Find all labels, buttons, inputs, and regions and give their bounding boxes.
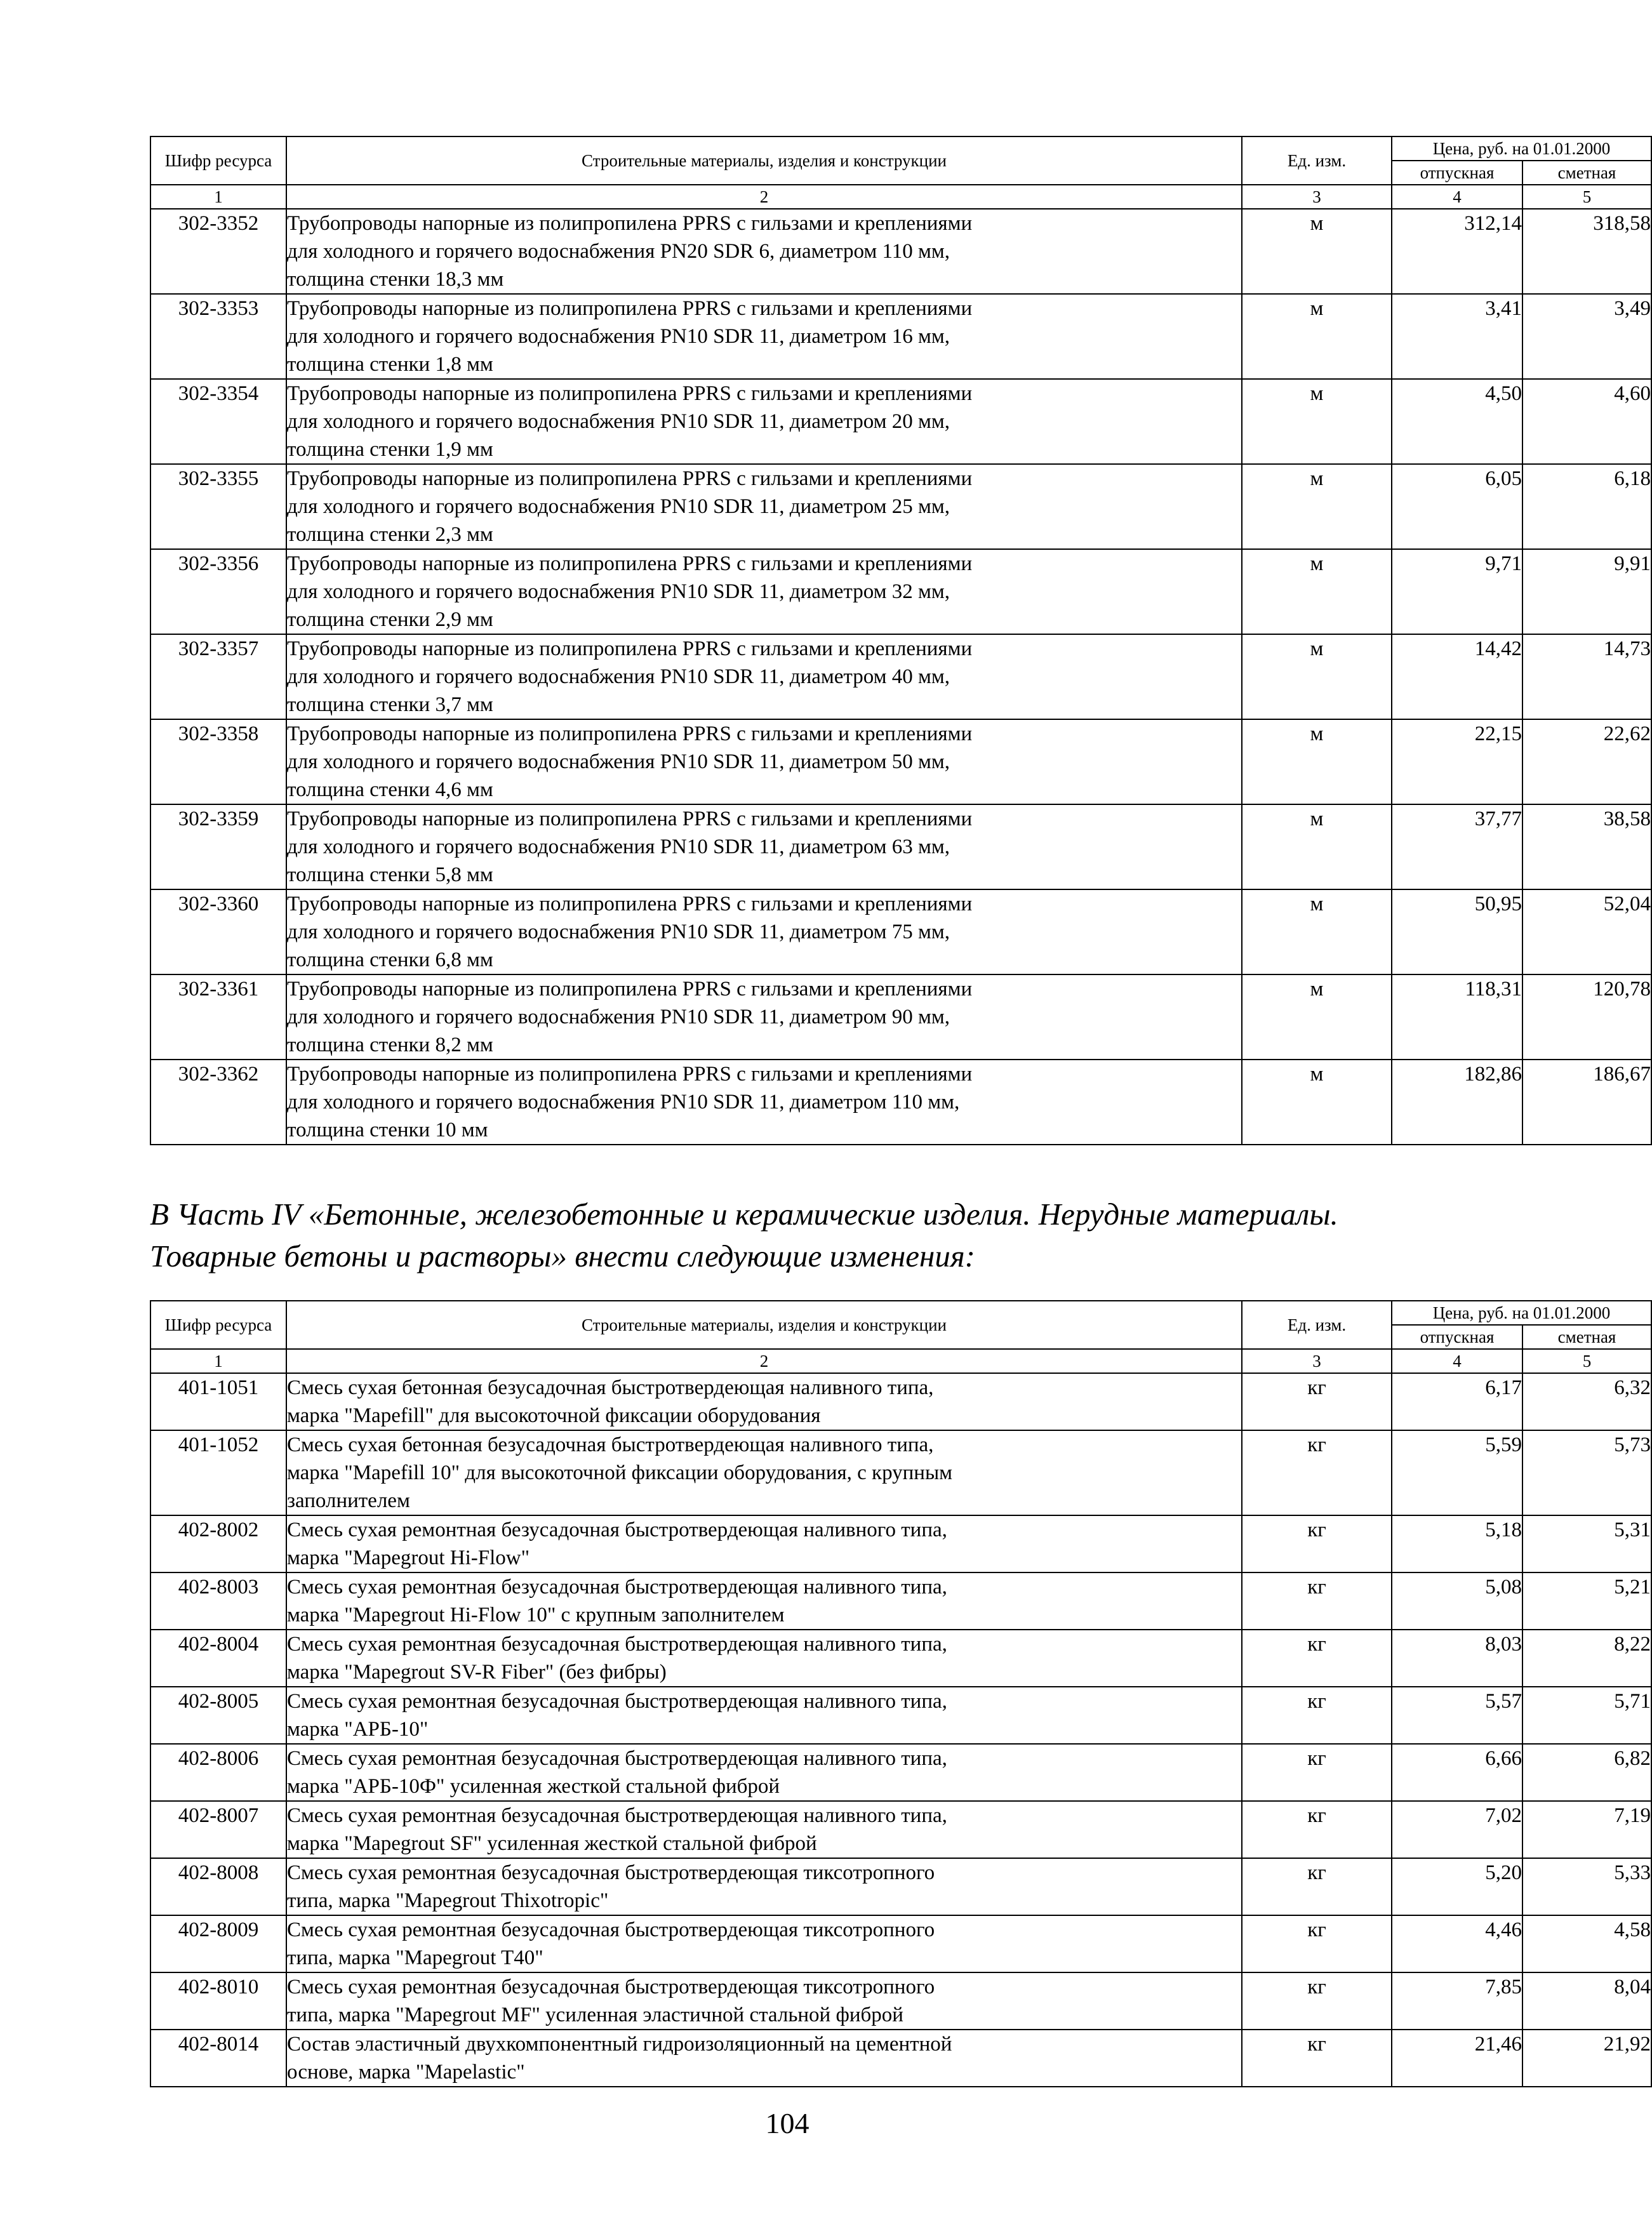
material-name [286, 634, 1242, 719]
material-name-line: толщина стенки 6,8 мм [287, 948, 493, 971]
wholesale-price: 5,59 [1392, 1430, 1522, 1515]
table-row [150, 634, 1651, 719]
column-number: 2 [286, 1349, 1242, 1373]
unit-of-measure: м [1242, 294, 1392, 379]
header-wholesale: отпускная [1392, 1325, 1522, 1349]
table-row [150, 1060, 1651, 1145]
material-name-line: Трубопроводы напорные из полипропилена PPRS с гильзами и креплениями [287, 808, 973, 830]
column-number: 5 [1522, 1349, 1651, 1373]
wholesale-price: 37,77 [1392, 804, 1522, 889]
table-row [150, 889, 1651, 974]
unit-of-measure: м [1242, 549, 1392, 634]
wholesale-price: 6,05 [1392, 464, 1522, 549]
material-name-line: для холодного и горячего водоснабжения PN10 SDR 11, диаметром 50 мм, [287, 750, 950, 773]
header-unit: Ед. изм. [1242, 136, 1392, 185]
price-table-part-4 [150, 1300, 1652, 2087]
material-name-line: Смесь сухая бетонная безусадочная быстротвердеющая наливного типа, [287, 1376, 934, 1399]
material-name-line: Трубопроводы напорные из полипропилена PPRS с гильзами и креплениями [287, 467, 973, 490]
table-row [150, 1687, 1651, 1744]
material-name-line: для холодного и горячего водоснабжения PN10 SDR 11, диаметром 63 мм, [287, 835, 950, 858]
table-row [150, 379, 1651, 464]
material-name-line: для холодного и горячего водоснабжения PN10 SDR 11, диаметром 25 мм, [287, 495, 950, 518]
material-name-line: толщина стенки 10 мм [287, 1119, 488, 1141]
material-name-line: Трубопроводы напорные из полипропилена PPRS с гильзами и креплениями [287, 978, 973, 1000]
resource-code: 302-3355 [150, 464, 286, 549]
wholesale-price: 3,41 [1392, 294, 1522, 379]
resource-code: 402-8007 [150, 1801, 286, 1858]
material-name [286, 379, 1242, 464]
material-name-line: марка "АРБ-10Ф" усиленная жесткой стальной фиброй [287, 1775, 780, 1798]
table-row [150, 2030, 1651, 2087]
material-name-line: для холодного и горячего водоснабжения PN10 SDR 11, диаметром 90 мм, [287, 1006, 950, 1028]
material-name-line: Смесь сухая ремонтная безусадочная быстротвердеющая наливного типа, [287, 1804, 947, 1827]
header-unit: Ед. изм. [1242, 1301, 1392, 1349]
header-estimate: сметная [1522, 161, 1651, 185]
material-name-line: типа, марка "Mapegrout Thixotropic" [287, 1889, 609, 1912]
material-name [286, 1430, 1242, 1515]
unit-of-measure: кг [1242, 1858, 1392, 1915]
estimate-price: 5,31 [1522, 1515, 1651, 1572]
table-row [150, 294, 1651, 379]
estimate-price: 5,33 [1522, 1858, 1651, 1915]
material-name-line: толщина стенки 8,2 мм [287, 1034, 493, 1056]
column-number: 1 [150, 185, 286, 209]
estimate-price: 4,58 [1522, 1915, 1651, 1972]
table-row [150, 549, 1651, 634]
material-name-line: Трубопроводы напорные из полипропилена PPRS с гильзами и креплениями [287, 1063, 973, 1086]
table-row [150, 464, 1651, 549]
material-name [286, 1801, 1242, 1858]
wholesale-price: 22,15 [1392, 719, 1522, 804]
unit-of-measure: м [1242, 804, 1392, 889]
material-name-line: толщина стенки 1,8 мм [287, 353, 493, 376]
column-number: 3 [1242, 185, 1392, 209]
unit-of-measure: кг [1242, 1744, 1392, 1801]
table-row [150, 1858, 1651, 1915]
table-row [150, 1373, 1651, 1430]
material-name-line: основе, марка "Mapelastic" [287, 2061, 525, 2084]
material-name-line: Смесь сухая ремонтная безусадочная быстротвердеющая наливного типа, [287, 1576, 947, 1599]
wholesale-price: 5,08 [1392, 1572, 1522, 1630]
table-header [150, 136, 1651, 209]
material-name [286, 889, 1242, 974]
material-name-line: Трубопроводы напорные из полипропилена PPRS с гильзами и креплениями [287, 893, 973, 915]
resource-code: 402-8005 [150, 1687, 286, 1744]
table-row [150, 209, 1651, 294]
estimate-price: 52,04 [1522, 889, 1651, 974]
material-name [286, 209, 1242, 294]
estimate-price: 4,60 [1522, 379, 1651, 464]
header-price: Цена, руб. на 01.01.2000 [1392, 1301, 1651, 1325]
table-row [150, 1972, 1651, 2030]
material-name [286, 1972, 1242, 2030]
material-name-line: толщина стенки 3,7 мм [287, 693, 493, 716]
material-name-line: марка "Mapegrout SF" усиленная жесткой стальной фиброй [287, 1832, 817, 1855]
wholesale-price: 118,31 [1392, 974, 1522, 1060]
unit-of-measure: кг [1242, 1687, 1392, 1744]
estimate-price: 14,73 [1522, 634, 1651, 719]
estimate-price: 38,58 [1522, 804, 1651, 889]
material-name-line: Смесь сухая ремонтная безусадочная быстротвердеющая наливного типа, [287, 1519, 947, 1541]
material-name [286, 464, 1242, 549]
wholesale-price: 7,85 [1392, 1972, 1522, 2030]
resource-code: 302-3360 [150, 889, 286, 974]
material-name-line: Смесь сухая ремонтная безусадочная быстротвердеющая тиксотропного [287, 1976, 935, 1998]
estimate-price: 21,92 [1522, 2030, 1651, 2087]
wholesale-price: 4,46 [1392, 1915, 1522, 1972]
column-number: 1 [150, 1349, 286, 1373]
wholesale-price: 9,71 [1392, 549, 1522, 634]
estimate-price: 8,22 [1522, 1630, 1651, 1687]
resource-code: 302-3359 [150, 804, 286, 889]
column-number: 3 [1242, 1349, 1392, 1373]
material-name [286, 1687, 1242, 1744]
section-heading-line: Товарные бетоны и растворы» внести следующие изменения: [150, 1239, 975, 1273]
unit-of-measure: кг [1242, 1515, 1392, 1572]
table-row [150, 1430, 1651, 1515]
material-name-line: для холодного и горячего водоснабжения PN10 SDR 11, диаметром 16 мм, [287, 325, 950, 348]
material-name-line: Трубопроводы напорные из полипропилена PPRS с гильзами и креплениями [287, 382, 973, 405]
unit-of-measure: м [1242, 719, 1392, 804]
table-row [150, 804, 1651, 889]
unit-of-measure: кг [1242, 1373, 1392, 1430]
resource-code: 302-3362 [150, 1060, 286, 1145]
material-name-line: для холодного и горячего водоснабжения PN10 SDR 11, диаметром 75 мм, [287, 921, 950, 943]
material-name [286, 1060, 1242, 1145]
material-name-line: марка "Mapegrout Hi-Flow 10" с крупным заполнителем [287, 1604, 785, 1626]
material-name-line: Смесь сухая ремонтная безусадочная быстротвердеющая наливного типа, [287, 1633, 947, 1656]
unit-of-measure: м [1242, 1060, 1392, 1145]
material-name-line: Трубопроводы напорные из полипропилена PPRS с гильзами и креплениями [287, 637, 973, 660]
table-row [150, 1630, 1651, 1687]
wholesale-price: 50,95 [1392, 889, 1522, 974]
wholesale-price: 6,17 [1392, 1373, 1522, 1430]
estimate-price: 22,62 [1522, 719, 1651, 804]
column-number: 2 [286, 185, 1242, 209]
unit-of-measure: кг [1242, 2030, 1392, 2087]
header-wholesale: отпускная [1392, 161, 1522, 185]
unit-of-measure: кг [1242, 1630, 1392, 1687]
section-heading [150, 1193, 1498, 1277]
resource-code: 302-3356 [150, 549, 286, 634]
material-name-line: для холодного и горячего водоснабжения PN10 SDR 11, диаметром 32 мм, [287, 580, 950, 603]
material-name-line: для холодного и горячего водоснабжения PN10 SDR 11, диаметром 20 мм, [287, 410, 950, 433]
material-name [286, 719, 1242, 804]
material-name-line: для холодного и горячего водоснабжения PN20 SDR 6, диаметром 110 мм, [287, 240, 950, 263]
estimate-price: 8,04 [1522, 1972, 1651, 2030]
resource-code: 402-8004 [150, 1630, 286, 1687]
table-row [150, 1572, 1651, 1630]
wholesale-price: 312,14 [1392, 209, 1522, 294]
resource-code: 401-1051 [150, 1373, 286, 1430]
material-name [286, 1915, 1242, 1972]
material-name-line: Смесь сухая бетонная безусадочная быстротвердеющая наливного типа, [287, 1433, 934, 1456]
material-name-line: марка "Mapefill 10" для высокоточной фиксации оборудования, с крупным [287, 1461, 953, 1484]
resource-code: 302-3354 [150, 379, 286, 464]
unit-of-measure: кг [1242, 1915, 1392, 1972]
table-row [150, 719, 1651, 804]
header-estimate: сметная [1522, 1325, 1651, 1349]
resource-code: 402-8003 [150, 1572, 286, 1630]
wholesale-price: 14,42 [1392, 634, 1522, 719]
material-name-line: Трубопроводы напорные из полипропилена PPRS с гильзами и креплениями [287, 552, 973, 575]
unit-of-measure: м [1242, 889, 1392, 974]
material-name [286, 974, 1242, 1060]
material-name-line: толщина стенки 5,8 мм [287, 863, 493, 886]
material-name [286, 1572, 1242, 1630]
material-name-line: типа, марка "Mapegrout T40" [287, 1946, 543, 1969]
material-name [286, 294, 1242, 379]
resource-code: 302-3353 [150, 294, 286, 379]
material-name-line: Трубопроводы напорные из полипропилена PPRS с гильзами и креплениями [287, 722, 973, 745]
material-name-line: Смесь сухая ремонтная безусадочная быстротвердеющая наливного типа, [287, 1747, 947, 1770]
estimate-price: 186,67 [1522, 1060, 1651, 1145]
header-code: Шифр ресурса [150, 136, 286, 185]
estimate-price: 6,18 [1522, 464, 1651, 549]
estimate-price: 3,49 [1522, 294, 1651, 379]
table-header [150, 1301, 1651, 1373]
header-code: Шифр ресурса [150, 1301, 286, 1349]
material-name-line: марка "Mapegrout Hi-Flow" [287, 1546, 530, 1569]
unit-of-measure: кг [1242, 1801, 1392, 1858]
table-body [150, 209, 1651, 1145]
unit-of-measure: м [1242, 974, 1392, 1060]
estimate-price: 5,73 [1522, 1430, 1651, 1515]
estimate-price: 7,19 [1522, 1801, 1651, 1858]
wholesale-price: 5,20 [1392, 1858, 1522, 1915]
unit-of-measure: м [1242, 464, 1392, 549]
estimate-price: 9,91 [1522, 549, 1651, 634]
material-name-line: марка "Mapegrout SV-R Fiber" (без фибры) [287, 1661, 667, 1684]
material-name-line: марка "АРБ-10" [287, 1718, 429, 1741]
table-row [150, 974, 1651, 1060]
material-name-line: Трубопроводы напорные из полипропилена PPRS с гильзами и креплениями [287, 212, 973, 235]
resource-code: 402-8008 [150, 1858, 286, 1915]
resource-code: 402-8006 [150, 1744, 286, 1801]
unit-of-measure: кг [1242, 1572, 1392, 1630]
material-name [286, 1858, 1242, 1915]
table-row [150, 1915, 1651, 1972]
unit-of-measure: кг [1242, 1430, 1392, 1515]
estimate-price: 6,32 [1522, 1373, 1651, 1430]
header-name: Строительные материалы, изделия и конструкции [286, 136, 1242, 185]
material-name-line: для холодного и горячего водоснабжения PN10 SDR 11, диаметром 110 мм, [287, 1091, 960, 1114]
material-name-line: для холодного и горячего водоснабжения PN10 SDR 11, диаметром 40 мм, [287, 665, 950, 688]
table-row [150, 1801, 1651, 1858]
section-heading-line: В Часть IV «Бетонные, железобетонные и керамические изделия. Нерудные материалы. [150, 1197, 1338, 1232]
resource-code: 302-3352 [150, 209, 286, 294]
material-name-line: толщина стенки 1,9 мм [287, 438, 493, 461]
table-body [150, 1373, 1651, 2087]
material-name-line: Смесь сухая ремонтная безусадочная быстротвердеющая тиксотропного [287, 1918, 935, 1941]
wholesale-price: 182,86 [1392, 1060, 1522, 1145]
material-name-line: Смесь сухая ремонтная безусадочная быстротвердеющая тиксотропного [287, 1861, 935, 1884]
material-name-line: толщина стенки 18,3 мм [287, 268, 504, 291]
material-name [286, 1515, 1242, 1572]
wholesale-price: 5,57 [1392, 1687, 1522, 1744]
column-number: 4 [1392, 185, 1522, 209]
unit-of-measure: кг [1242, 1972, 1392, 2030]
resource-code: 402-8002 [150, 1515, 286, 1572]
estimate-price: 5,71 [1522, 1687, 1651, 1744]
resource-code: 302-3358 [150, 719, 286, 804]
material-name-line: Смесь сухая ремонтная безусадочная быстротвердеющая наливного типа, [287, 1690, 947, 1713]
column-number-row [150, 185, 1651, 209]
unit-of-measure: м [1242, 209, 1392, 294]
page-number: 104 [765, 2107, 809, 2139]
estimate-price: 5,21 [1522, 1572, 1651, 1630]
resource-code: 302-3357 [150, 634, 286, 719]
wholesale-price: 4,50 [1392, 379, 1522, 464]
estimate-price: 120,78 [1522, 974, 1651, 1060]
material-name [286, 549, 1242, 634]
wholesale-price: 8,03 [1392, 1630, 1522, 1687]
material-name-line: толщина стенки 2,9 мм [287, 608, 493, 631]
table-row [150, 1744, 1651, 1801]
header-price: Цена, руб. на 01.01.2000 [1392, 136, 1651, 161]
wholesale-price: 5,18 [1392, 1515, 1522, 1572]
material-name-line: толщина стенки 4,6 мм [287, 778, 493, 801]
material-name [286, 1373, 1242, 1430]
resource-code: 302-3361 [150, 974, 286, 1060]
material-name-line: Трубопроводы напорные из полипропилена PPRS с гильзами и креплениями [287, 297, 973, 320]
resource-code: 401-1052 [150, 1430, 286, 1515]
material-name [286, 2030, 1242, 2087]
column-number-row [150, 1349, 1651, 1373]
estimate-price: 6,82 [1522, 1744, 1651, 1801]
column-number: 4 [1392, 1349, 1522, 1373]
material-name-line: типа, марка "Mapegrout MF" усиленная эластичной стальной фиброй [287, 2004, 903, 2026]
estimate-price: 318,58 [1522, 209, 1651, 294]
material-name-line: заполнителем [287, 1489, 410, 1512]
material-name-line: толщина стенки 2,3 мм [287, 523, 493, 546]
column-number: 5 [1522, 185, 1651, 209]
material-name-line: Состав эластичный двухкомпонентный гидроизоляционный на цементной [287, 2033, 952, 2056]
resource-code: 402-8014 [150, 2030, 286, 2087]
resource-code: 402-8009 [150, 1915, 286, 1972]
material-name [286, 1630, 1242, 1687]
material-name-line: марка "Mapefill" для высокоточной фиксации оборудования [287, 1404, 821, 1427]
table-row [150, 1515, 1651, 1572]
wholesale-price: 6,66 [1392, 1744, 1522, 1801]
price-table-part-3 [150, 136, 1652, 1145]
unit-of-measure: м [1242, 379, 1392, 464]
material-name [286, 1744, 1242, 1801]
header-name: Строительные материалы, изделия и конструкции [286, 1301, 1242, 1349]
resource-code: 402-8010 [150, 1972, 286, 2030]
unit-of-measure: м [1242, 634, 1392, 719]
material-name [286, 804, 1242, 889]
wholesale-price: 7,02 [1392, 1801, 1522, 1858]
wholesale-price: 21,46 [1392, 2030, 1522, 2087]
